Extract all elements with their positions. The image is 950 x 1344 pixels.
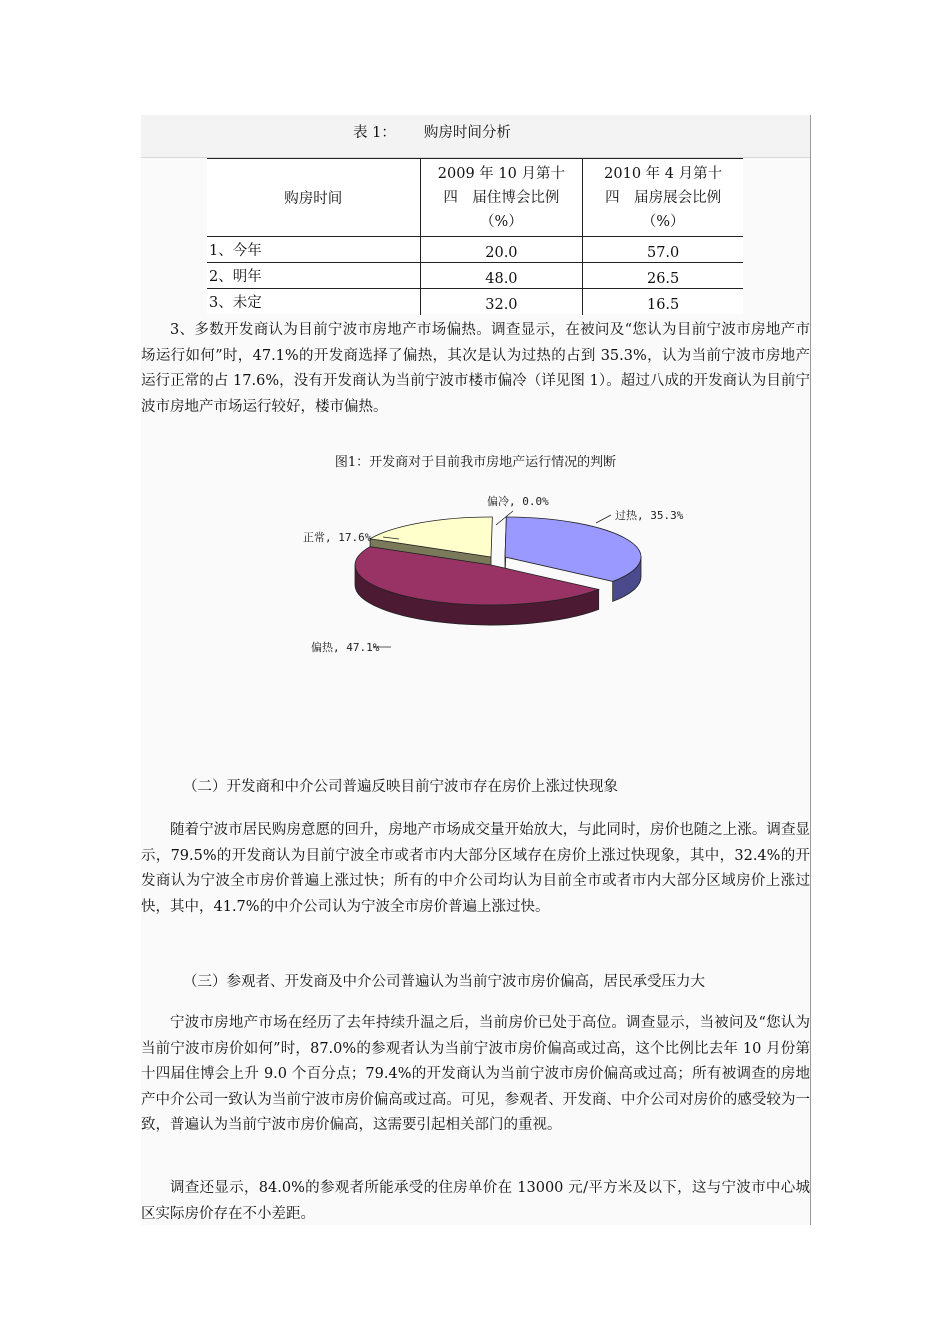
section-heading-2: （二）开发商和中介公司普遍反映目前宁波市存在房价上涨过快现象 xyxy=(183,779,618,795)
house-buying-time-table-wrap xyxy=(207,158,743,314)
header-2009 xyxy=(420,159,583,237)
paragraph-text: 随着宁波市居民购房意愿的回升，房地产市场成交量开始放大，与此同时，房价也随之上涨。调查显示，79.5%的开发商认为目前宁波全市或者市内大部分区域存在房价上涨过快现象，其中，32.4%的开发商认为宁波全市房价普遍上涨过快；所有的中介公司均认为目前全市或者市内大部分区域房价上涨过快，其中，41.7%的中介公司认为宁波全市房价普遍上涨过快。 xyxy=(141,822,810,915)
table-row xyxy=(207,237,743,263)
paragraph-price-rise xyxy=(141,818,810,920)
table-row xyxy=(207,263,743,289)
row-label: 1、今年 xyxy=(209,243,262,259)
table-title-text: 购房时间分析 xyxy=(423,125,511,141)
section-heading-3: （三）参观者、开发商及中介公司普遍认为当前宁波市房价偏高，居民承受压力大 xyxy=(183,974,705,990)
paragraph-price-high xyxy=(141,1011,810,1139)
table-header-row xyxy=(207,159,743,237)
paragraph-developers-market xyxy=(141,318,810,420)
row-value-2010: 26.5 xyxy=(583,263,743,289)
paragraph-text: 调查还显示，84.0%的参观者所能承受的住房单价在 13000 元/平方米及以下，这与宁波市中心城区实际房价存在不小差距。 xyxy=(141,1180,810,1222)
header-2009-line: （%） xyxy=(480,213,523,230)
header-2010 xyxy=(583,159,743,237)
row-label: 3、未定 xyxy=(209,295,262,312)
header-2009-line: 四 届住博会比例 xyxy=(443,189,560,206)
header-2010-line: （%） xyxy=(641,213,685,230)
paragraph-text: 3、多数开发商认为目前宁波市房地产市场偏热。调查显示，在被问及“您认为目前宁波市房地产市场运行如何”时，47.1%的开发商选择了偏热，其次是认为过热的占到 35.3%，认为当前宁波市房地产运行正常的占 17.6%，没有开发商认为当前宁波市楼市偏冷（详见图 1）。超过八成的开发商认为目前宁波市房地产市场运行较好，楼市偏热。 xyxy=(141,322,810,415)
table-caption-band xyxy=(141,115,810,158)
table-label: 表 1： xyxy=(353,125,396,141)
header-2009-line: 2009 年 10 月第十 xyxy=(437,165,565,182)
pie-slice-label: 正常, 17.6% xyxy=(303,531,372,544)
row-value-2010: 16.5 xyxy=(583,289,743,315)
figure-title: 图1：开发商对于目前我市房地产运行情况的判断 xyxy=(334,455,617,470)
header-buying-time: 购房时间 xyxy=(284,191,343,207)
pie-slice-label: 偏热, 47.1% xyxy=(311,641,380,654)
table-row xyxy=(207,289,743,315)
paragraph-text: 宁波市房地产市场在经历了去年持续升温之后，当前房价已处于高位。调查显示，当被问及“您认为当前宁波市房价如何”时，87.0%的参观者认为当前宁波市房价偏高或过高，这个比例比去年 10 月份第十四届住博会上升 9.0 个百分点；79.4%的开发商认为当前宁波市房价偏高或过高；所有被调查的房地产中介公司一致认为当前宁波市房价偏高或过高。可见，参观者、开发商、中介公司对房价的感受较为一致，普遍认为当前宁波市房价偏高，这需要引起相关部门的重视。 xyxy=(141,1015,810,1133)
row-value-2009: 48.0 xyxy=(420,263,583,289)
pie-slice xyxy=(505,517,641,581)
row-label: 2、明年 xyxy=(209,269,262,285)
pie-slice-label: 过热, 35.3% xyxy=(615,509,684,522)
pie-slice-label: 偏冷, 0.0% xyxy=(487,495,549,508)
row-value-2009: 32.0 xyxy=(420,289,583,315)
pie-chart xyxy=(141,495,810,685)
row-value-2010: 57.0 xyxy=(583,237,743,263)
header-2010-line: 四 届房展会比例 xyxy=(605,189,722,206)
house-buying-time-table xyxy=(207,158,743,315)
pie-leader-line xyxy=(596,515,611,523)
document-frame xyxy=(141,115,811,1225)
header-2010-line: 2010 年 4 月第十 xyxy=(604,165,723,182)
paragraph-affordability xyxy=(141,1176,810,1227)
table-title xyxy=(353,121,511,142)
row-value-2009: 20.0 xyxy=(420,237,583,263)
